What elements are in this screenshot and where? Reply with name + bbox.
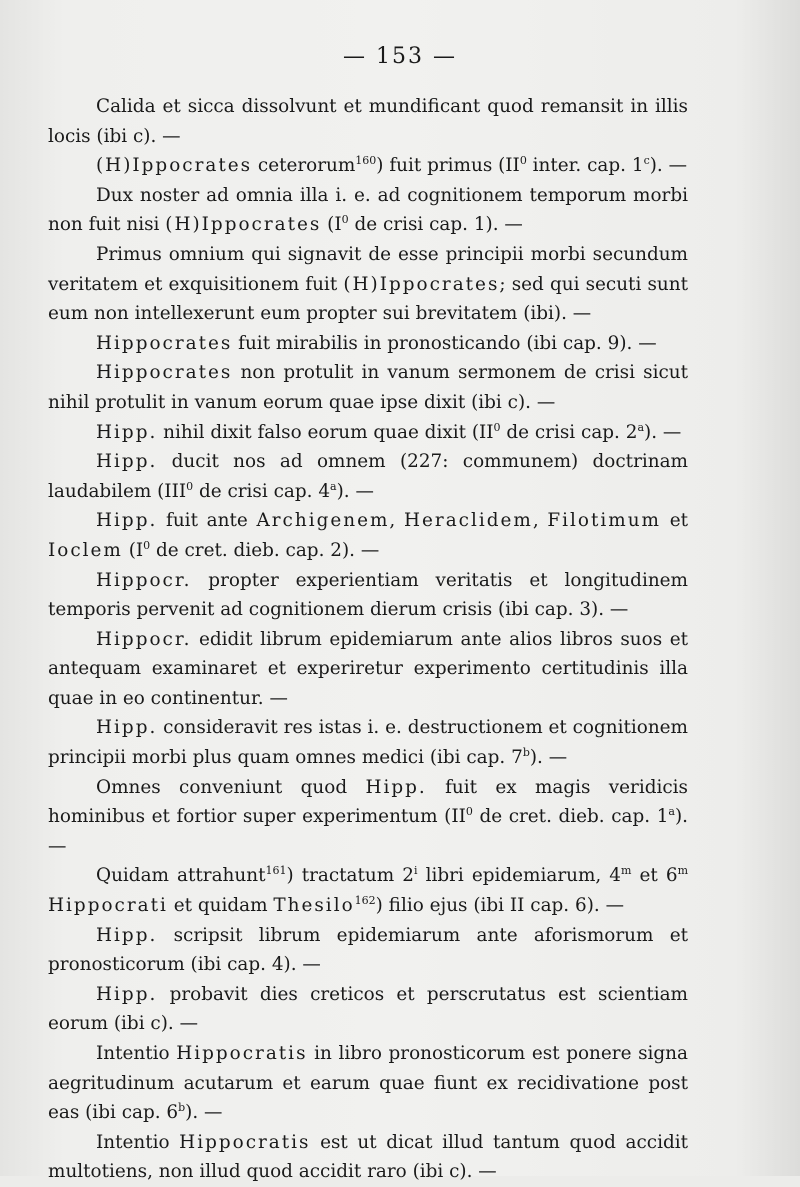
paragraph [48,240,688,329]
text-run: ). — [185,1102,223,1124]
footnote-marker: 0 [341,213,349,227]
body-text [48,92,688,1187]
text-run: ducit nos ad omnem (227: communem) doctrinam laudabilem (III [48,451,688,502]
text-run: (I [122,539,144,561]
text-run: de cret. dieb. cap. 2). — [150,539,380,561]
paragraph [48,713,688,772]
text-run: de crisi cap. 4 [193,480,331,502]
footnote-marker: a [330,479,337,493]
text-run: in libro pronosticorum est ponere signa aegritudinum acutarum et earum quae fiunt ex recidivatione post eas (ibi cap. 6 [48,1043,688,1124]
paragraph [48,625,688,714]
paragraph [48,447,688,506]
text-run: de crisi cap. 2 [500,421,638,443]
text-run: et 6 [631,865,678,887]
text-run: fuit ante [157,510,257,532]
emphasized-name: Heraclidem [403,510,533,532]
emphasized-name: Hipp. [96,983,158,1005]
paragraph [48,358,688,417]
text-run: fuit ex magis veridicis hominibus et fortior super experimentum (II [48,776,688,828]
text-run: , [389,510,404,532]
text-run: edidit librum epidemiarum ante alios libros suos et antequam examinaret et experiretur experimento certitudinis illa quae in eo continentur. — [48,628,688,709]
emphasized-name: Hippocrati [48,895,168,917]
text-run: inter. cap. 1 [526,155,644,177]
emphasized-name: Archigenem [256,510,390,532]
page-number: — 153 — [343,44,457,69]
emphasized-name: Hippocr. [96,628,192,650]
text-run: non protulit in vanum sermonem de crisi sicut nihil protulit in vanum eorum quae ipse dixit (ibi c). — [48,362,688,413]
footnote-marker: 0 [143,538,151,552]
footnote-marker: i [413,864,418,878]
emphasized-name: Hippocratis [176,1043,308,1064]
footnote-marker: 0 [519,154,527,168]
emphasized-name: Hipp. [96,924,158,946]
paragraph [48,1039,688,1128]
footnote-marker: 0 [493,420,501,434]
paragraph [48,92,688,151]
paragraph [48,861,688,920]
text-run: nihil dixit falso eorum quae dixit (II [157,421,494,443]
text-run: Intentio [96,1043,177,1064]
text-run: ) tractatum 2 [286,865,414,887]
footnote-marker: m [621,864,632,878]
text-run: de cret. dieb. cap. 1 [472,806,669,828]
footnote-marker: 160 [355,154,377,168]
text-run: ceterorum [252,155,356,177]
text-run: ) fuit primus (II [376,155,520,177]
emphasized-name: (H)Ippocrates [96,155,253,177]
footnote-marker: 161 [265,864,287,878]
text-run: Dux noster ad omnia illa i. e. ad cognitionem temporum morbi non fuit nisi [48,184,688,236]
text-run: ). — [336,480,374,502]
emphasized-name: Hipp. [96,717,158,739]
emphasized-name: Hippocrates [96,332,233,354]
text-run: (I [321,214,342,236]
paragraph [48,566,688,625]
text-run: , [532,510,548,532]
emphasized-name: Hipp. [365,776,427,798]
text-run: Primus omnium qui signavit de esse principii morbi secundum veritatem et exquisitionem fuit [48,243,688,295]
text-run: et quidam [167,895,274,917]
footnote-marker: 162 [354,894,376,908]
text-run: ) filio ejus (ibi II cap. 6). — [375,895,624,917]
text-run: propter experientiam veritatis et longitudinem temporis pervenit ad cognitionem dierum crisis (ibi cap. 3). — [48,569,688,621]
emphasized-name: Hipp. [96,451,158,473]
text-run: Intentio [96,1131,180,1153]
emphasized-name: Ioclem [48,539,123,561]
text-run: est ut dicat illud tantum quod accidit multotiens, non illud quod accidit raro (ibi c). — [48,1131,688,1183]
footnote-marker: b [178,1101,186,1115]
paragraph [48,1128,688,1187]
text-run: ). — [644,421,682,443]
paragraph [48,773,688,862]
text-run: libri epidemiarum, 4 [417,865,622,887]
paragraph [48,329,688,359]
paragraph [48,151,688,181]
text-run: Quidam attrahunt [96,865,266,887]
text-run: consideravit res istas i. e. destructionem et cognitionem principii morbi plus quam omnes medici (ibi cap. 7 [48,717,688,769]
text-run: ). — [529,747,568,769]
text-run: scripsit librum epidemiarum ante aforismorum et pronosticorum (ibi cap. 4). — [48,924,688,976]
text-run: ). — [48,806,688,857]
footnote-marker: 0 [186,479,194,493]
text-run: de crisi cap. 1). — [348,214,523,236]
emphasized-name: Hipp. [96,421,158,443]
paragraph [48,506,688,565]
text-run: Omnes conveniunt quod [96,776,366,798]
emphasized-name: Thesilo [273,895,355,917]
paragraph [48,181,688,240]
footnote-marker: c [643,154,650,168]
emphasized-name: Hippocrates [96,362,233,384]
text-run: fuit mirabilis in pronosticando (ibi cap. 9). — [232,332,657,354]
text-run: et [661,510,688,532]
emphasized-name: (H)Ippocrates [343,273,500,295]
text-run: probavit dies creticos et perscrutatus est scientiam eorum (ibi c). — [48,983,688,1035]
emphasized-name: Filotimum [547,510,661,532]
emphasized-name: Hippocr. [96,569,192,591]
text-run: ). — [649,155,687,177]
emphasized-name: (H)Ippocrates [165,214,322,236]
text-run: ; sed qui secuti sunt eum non intellexerunt eum propter sui brevitatem (ibi). — [48,273,688,325]
footnote-marker: a [668,805,675,819]
paragraph [48,418,688,448]
footnote-marker: a [637,420,645,434]
footnote-marker: m [677,864,688,878]
footnote-marker: 0 [465,805,473,819]
text-run: Calida et sicca dissolvunt et mundificant quod remansit in illis locis (ibi c). — [48,96,688,147]
footnote-marker: b [522,746,530,760]
paragraph [48,921,688,980]
emphasized-name: Hipp. [96,510,158,532]
paragraph [48,980,688,1039]
emphasized-name: Hippocratis [179,1131,311,1153]
